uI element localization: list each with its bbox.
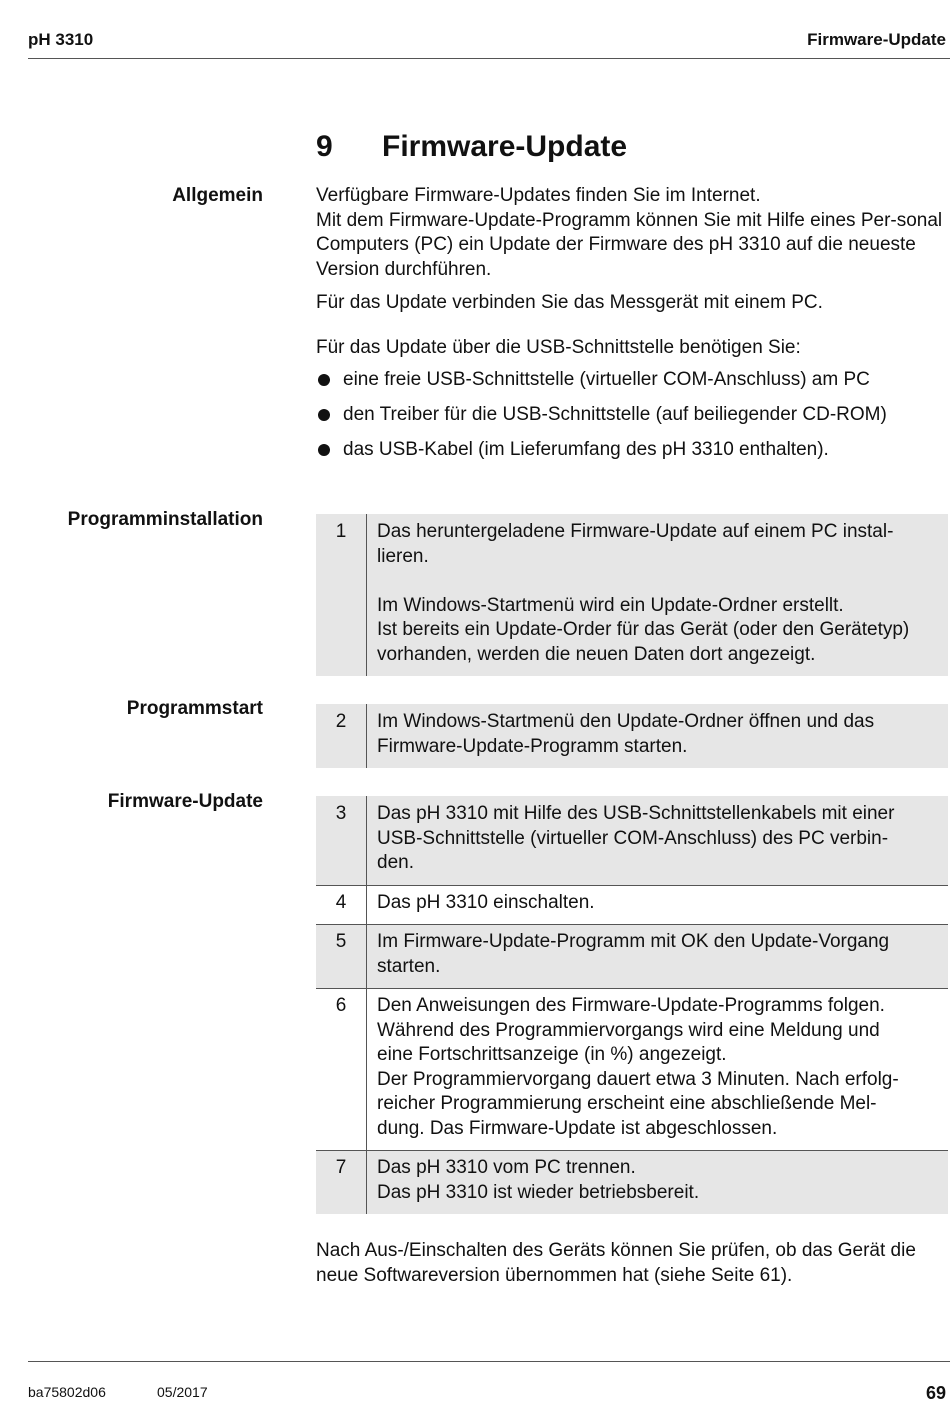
step-line: Ist bereits ein Update-Order für das Gerät (oder den Gerätetyp)	[377, 619, 910, 640]
chapter-title: Firmware-Update	[382, 130, 628, 163]
step-line: Im Windows-Startmenü den Update-Ordner öffnen und das	[377, 711, 875, 732]
step-number: 6	[316, 989, 367, 1151]
step-text	[367, 1151, 949, 1215]
list-item-text: das USB-Kabel (im Lieferumfang des pH 3310 enthalten).	[343, 439, 829, 460]
step-number: 5	[316, 925, 367, 989]
step-line: lieren.	[377, 545, 429, 567]
chapter-heading	[316, 130, 627, 164]
step-line: vorhanden, werden die neuen Daten dort angezeigt.	[377, 643, 816, 665]
step-text	[367, 796, 949, 885]
chapter-number: 9	[316, 130, 333, 163]
page-number: 69	[925, 1383, 946, 1403]
general-paragraph-2: Mit dem Firmware-Update-Programm können Sie mit Hilfe eines Per-sonal Computers (PC) ein Update der Firmware des pH 3310 auf die neueste Version durchführen.	[316, 209, 943, 280]
step-row	[316, 514, 948, 676]
bullet-icon	[318, 409, 330, 421]
general-paragraph-3: Für das Update verbinden Sie das Messgerät mit einem PC.	[316, 292, 823, 313]
step-row	[316, 925, 948, 989]
list-item-text: den Treiber für die USB-Schnittstelle (auf beiliegender CD-ROM)	[343, 404, 887, 425]
step-line: USB-Schnittstelle (virtueller COM-Anschluss) des PC verbin-	[377, 827, 889, 849]
footer-doc-id: ba75802d06	[28, 1384, 106, 1400]
step-row	[316, 1151, 948, 1215]
step-row	[316, 704, 948, 768]
step-line: starten.	[377, 955, 441, 977]
step-line: Im Firmware-Update-Programm mit OK den Update-Vorgang	[377, 931, 890, 952]
side-label-allgemein: Allgemein	[172, 185, 263, 206]
bullet-icon	[318, 444, 330, 456]
footer-rule	[28, 1361, 950, 1362]
steps-table-update	[316, 796, 948, 1214]
list-item	[316, 438, 946, 473]
header-product: pH 3310	[28, 30, 94, 49]
step-line: Den Anweisungen des Firmware-Update-Programms folgen.	[377, 995, 885, 1016]
step-line: den.	[377, 852, 414, 873]
list-item	[316, 403, 946, 438]
step-text	[367, 704, 949, 768]
step-row	[316, 989, 948, 1151]
step-row	[316, 796, 948, 885]
footer-date: 05/2017	[157, 1384, 208, 1400]
step-line: dung. Das Firmware-Update ist abgeschlossen.	[377, 1117, 778, 1139]
general-paragraph-1: Verfügbare Firmware-Updates finden Sie im Internet.	[316, 185, 761, 206]
header-rule	[28, 58, 950, 59]
general-text	[316, 184, 946, 360]
step-line: Während des Programmiervorgangs wird eine Meldung und	[377, 1019, 880, 1041]
step-line: eine Fortschrittsanzeige (in %) angezeigt.	[377, 1044, 727, 1065]
general-paragraph-4: Für das Update über die USB-Schnittstelle benötigen Sie:	[316, 336, 801, 358]
side-label-programminstallation: Programminstallation	[67, 509, 263, 530]
step-line: reicher Programmierung erscheint eine abschließende Mel-	[377, 1093, 877, 1114]
step-line: Firmware-Update-Programm starten.	[377, 735, 688, 757]
steps-table-start	[316, 704, 948, 768]
step-number: 7	[316, 1151, 367, 1215]
step-text	[367, 514, 949, 676]
steps-table-installation	[316, 514, 948, 676]
bullet-icon	[318, 374, 330, 386]
header-section: Firmware-Update	[807, 30, 946, 49]
list-item	[316, 368, 946, 403]
step-number: 3	[316, 796, 367, 885]
step-row	[316, 885, 948, 925]
step-text	[367, 925, 949, 989]
step-line: Im Windows-Startmenü wird ein Update-Ordner erstellt.	[377, 594, 844, 616]
step-text	[367, 989, 949, 1151]
step-number: 1	[316, 514, 367, 676]
step-line: Das pH 3310 mit Hilfe des USB-Schnittstellenkabels mit einer	[377, 803, 895, 824]
step-line: Das pH 3310 ist wieder betriebsbereit.	[377, 1181, 700, 1203]
step-number: 4	[316, 885, 367, 925]
step-text	[367, 885, 949, 925]
side-label-firmware-update: Firmware-Update	[107, 791, 263, 812]
step-line	[377, 569, 942, 594]
step-line: Der Programmiervorgang dauert etwa 3 Minuten. Nach erfolg-	[377, 1068, 899, 1090]
side-label-programmstart: Programmstart	[126, 698, 263, 719]
step-line: Das pH 3310 vom PC trennen.	[377, 1157, 636, 1178]
closing-paragraph: Nach Aus-/Einschalten des Geräts können Sie prüfen, ob das Gerät die neue Softwareversion übernommen hat (siehe Seite 61).	[316, 1240, 916, 1286]
step-line: Das pH 3310 einschalten.	[377, 891, 595, 913]
step-line: Das heruntergeladene Firmware-Update auf einem PC instal-	[377, 521, 894, 542]
closing-text	[316, 1239, 946, 1288]
requirements-list	[316, 368, 946, 473]
step-number: 2	[316, 704, 367, 768]
list-item-text: eine freie USB-Schnittstelle (virtueller COM-Anschluss) am PC	[343, 369, 870, 390]
